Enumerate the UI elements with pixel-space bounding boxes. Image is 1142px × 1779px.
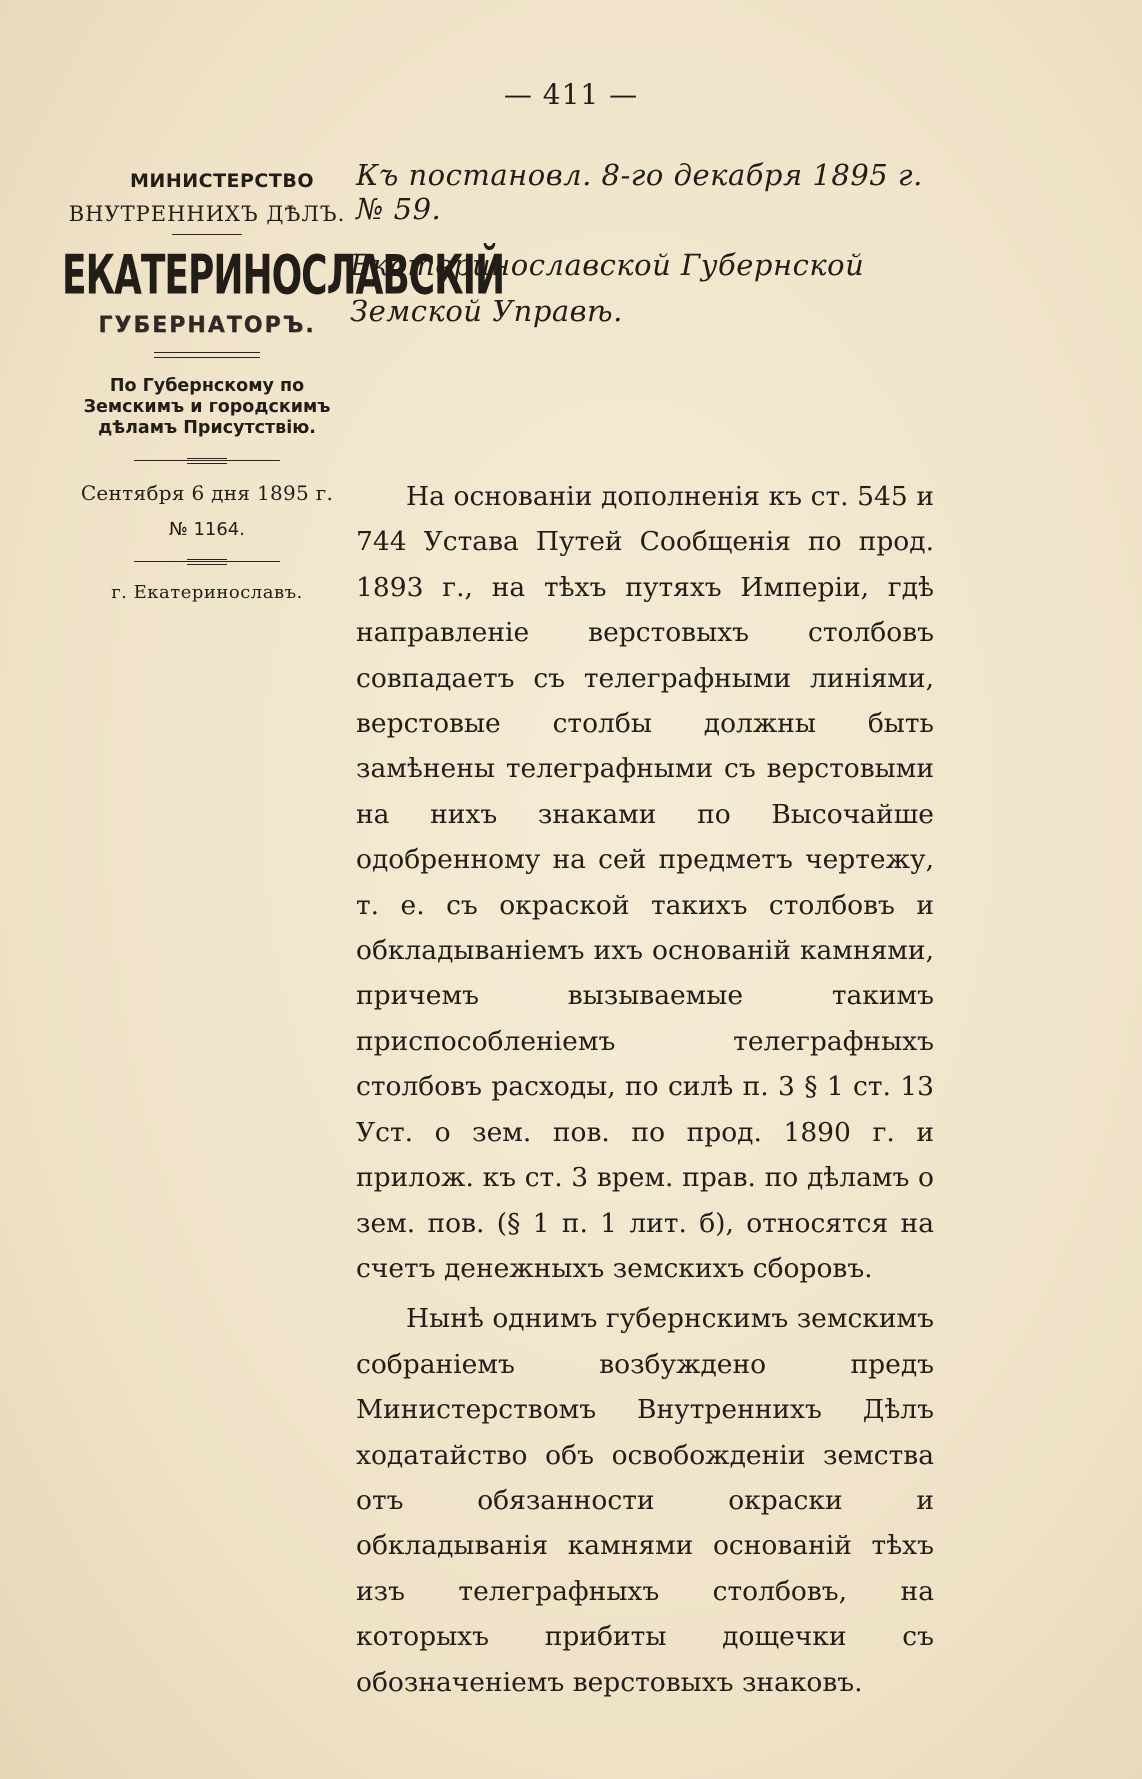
presence-label: По Губернскому по Земскимъ и городскимъ дѣламъ Присутствію. [83, 376, 331, 438]
body-text [356, 474, 934, 1705]
city-label: г. Екатеринославъ. [111, 582, 303, 603]
paragraph: На основаніи дополненія къ ст. 545 и 744 Устава Путей Сообщенія по прод. 1893 г., на тѣхъ путяхъ Имперіи, гдѣ направленіе верстовыхъ столбовъ совпадаетъ съ телеграфными линіями, верстовые столбы должны быть замѣнены телеграфными съ верстовыми на нихъ знаками по Высочайше одобренному на сей предметъ чертежу, т. е. съ окраской такихъ столбовъ и обкладываніемъ ихъ основаній камнями, причемъ вызываемые такимъ приспособленіемъ телеграфныхъ столбовъ расходы, по силѣ п. 3 § 1 ст. 13 Уст. о зем. пов. по прод. 1890 г. и прилож. къ ст. 3 врем. прав. по дѣламъ о зем. пов. (§ 1 п. 1 лит. б), относятся на счетъ денежныхъ земскихъ сборовъ. [356, 481, 934, 1284]
ministry-department: ВНУТРЕННИХЪ ДѢЛЪ. [68, 202, 346, 226]
divider [172, 234, 242, 235]
addressee: Екатеринославской Губернской Земской Управѣ. [350, 248, 865, 328]
sidebar-header-block [62, 170, 505, 603]
ministry-label: МИНИСТЕРСТВО [130, 170, 314, 192]
decree-reference: Къ постановл. 8-го декабря 1895 г. № 59. [356, 158, 923, 226]
paragraph: Нынѣ однимъ губернскимъ земскимъ собраніемъ возбуждено предъ Министерствомъ Внутреннихъ Дѣлъ ходатайство объ освобожденіи земства отъ обязанности окраски и обкладыванія камнями основаній тѣхъ изъ телеграфныхъ столбовъ, на которыхъ прибиты дощечки съ обозначеніемъ верстовыхъ знаковъ. [356, 1303, 934, 1698]
governorate-label: ГУБЕРНАТОРЪ. [98, 313, 316, 338]
ornate-divider [134, 457, 280, 465]
double-divider [154, 352, 260, 358]
document-date: Сентября 6 дня 1895 г. [80, 481, 334, 505]
ornate-divider [134, 558, 280, 566]
document-number: № 1164. [169, 519, 245, 540]
page-number: — 411 — [503, 78, 639, 111]
governor-title: ЕКАТЕРИНОСЛАВСКІЙ [62, 244, 505, 308]
